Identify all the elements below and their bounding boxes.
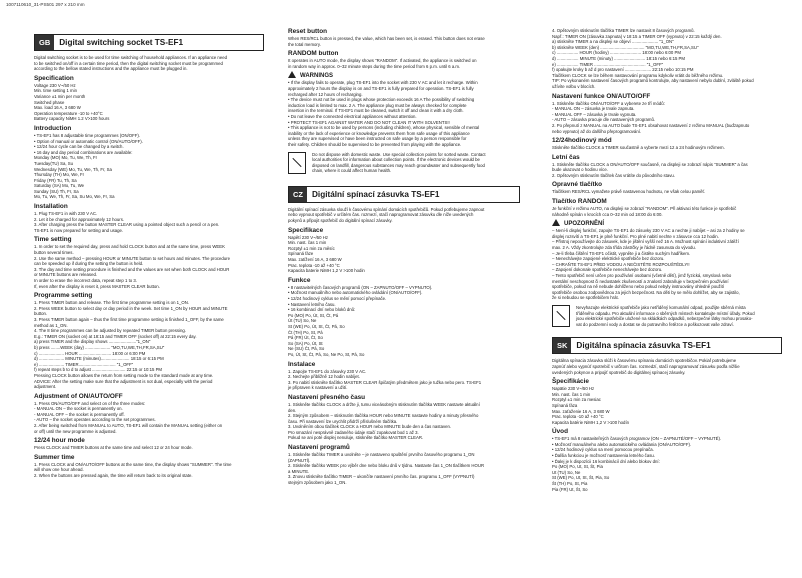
gb-install-line: TS-EF1 is now prepared for setting and usage. xyxy=(34,227,124,233)
cz-time xyxy=(288,402,520,441)
gb-spec-line: Operation temperature -10 to +40°C xyxy=(34,110,103,116)
gb-prog-line: button. xyxy=(34,311,48,317)
gb-install-heading: Installation xyxy=(34,203,68,211)
cz-inst-line: 1. Zapojte TS-EF1 do zásuvky 230 V AC. xyxy=(288,368,367,374)
sk-uvod-line: Pia (FR) Ut, Št, So xyxy=(552,486,588,492)
cz-intro xyxy=(288,207,520,224)
cz-prog-cont-line: užívíte volbu v blocích. xyxy=(552,83,596,89)
cz-time-heading: Nastavení přesného času xyxy=(288,393,366,401)
cz-fun-line: • 8 nastavitelných časových programů (ON – ZAPNUTO/OFF – VYPNUTO). xyxy=(288,284,433,290)
cz-code: CZ xyxy=(289,187,307,202)
gb-introduction-line: Saturday (SA) Mo, Tu, We xyxy=(34,183,85,189)
cz-spec-heading: Specifikace xyxy=(288,226,324,234)
gb-introduction-line: Monday (MO) Mo, Tu, We, Th, Fr xyxy=(34,155,98,161)
cz-random-line: Je funkční v režimu AUTO, na displeji se zobrazí "RANDOM". Při aktivaci této funkce je spotřebič xyxy=(552,206,737,212)
sk-uvod-line: St (WE) Po, Ut, St, Št, Pia, So xyxy=(552,475,610,481)
cz-summer-line: bude ukazovat o hodinu více. xyxy=(552,167,608,173)
gb-spec-line: Voltage 230 V~/50 Hz xyxy=(34,82,76,88)
cz-prog-line: 2. Stiskněte tlačítko WEEK pro výběr dne nebo bloku dnů v týdnu. Nastavte čas 1_ON tlačítkem HOUR xyxy=(288,463,485,469)
cz-fun-line: • 12/24 hodinový cyklus se mění pomocí přepínače. xyxy=(288,296,387,301)
crossed-bin-icon xyxy=(552,305,570,327)
sk-intro-line: zapnúť alebo vypnúť spotrebič v určitom čas. rozmedzí, stačí naprogramovať zásuvku podľa nižšie xyxy=(552,363,740,369)
cz-warnings xyxy=(552,228,782,301)
cz-intro-line: nebo vypnout spotřebič v určitém čas. rozmezí, stačí naprogramovat zásuvku dle níže uvedených xyxy=(288,212,474,218)
cz-prog-cont-line: TIP: Po vykonaném nastavení časových programů kontrolujte, aby nastavení nebylo dublní, zvláště pokud xyxy=(552,78,754,84)
cz-warnings-line: displej rozsvítí a TS-EF1 je plně funkční. Pro plné nabití nechte v zásuvce cca 12 hodin. xyxy=(552,233,719,239)
gb-adj xyxy=(34,401,264,435)
sk-title-bar xyxy=(552,337,782,354)
gb-spec-line: Switched phase xyxy=(34,99,65,105)
gb-intro-line: according to the bellow stated instructions and the appliance must be plugged in. xyxy=(34,66,188,72)
cz-summer-heading: Letní čas xyxy=(552,153,580,161)
cz-fun-heading: Funkce xyxy=(288,276,311,284)
column-right xyxy=(552,28,782,492)
gb-summer-heading: Summer time xyxy=(34,453,75,461)
print-header: 1007110610_31-PS501 297 x 210 mm xyxy=(6,2,85,7)
gb-prog-line: E.g.: TIMER ON (socket on) at 18:15 and TIMER OFF (socket off) at 22:15 every day. xyxy=(34,333,197,339)
gb-introduction-line: • 16 day and day period combinations are available: xyxy=(34,149,133,155)
disposal-text-line: local authorities for information about collection points. If the electronic devices would be xyxy=(312,157,480,163)
cz-inst-line: 3. Po nabití stiskněte tlačítko MASTER CLEAR špičatým předmětem jako je tužka nebo pero. TS-EF1 xyxy=(288,379,482,385)
cz-time-line: 2. Stejným způsobem – stisknutím tlačítka HOUR nebo MINUTE nastavte hodiny a minuty přesného xyxy=(288,413,479,419)
reset-heading: Reset button xyxy=(288,28,328,35)
cz-title: Digitální spínací zásuvka TS-EF1 xyxy=(312,189,440,199)
cz-warnings-line: – Tento spotřebič není určen pro používání osobami (včetně dětí), jimž fyzická, smyslová nebo xyxy=(552,273,732,278)
cz-prog-cont-line: Tlačítkem CLOCK se lze během nastavování programu kdykoliv vrátit do běžného režimu. xyxy=(552,72,724,78)
cz-random-line: náhodně spínán v krocích cca 0–32 min od 18:00 do 6:00. xyxy=(552,211,663,217)
gb-summer xyxy=(34,462,264,479)
gb-adj-line: or off) until the new programme is adjusted. xyxy=(34,428,117,434)
sk-uvod xyxy=(552,436,782,492)
cz-spec-line: Prac. teplota -10 až +40 °C xyxy=(288,262,340,268)
cz-spec-line: Min. nast. čas 1 min xyxy=(288,240,327,246)
cz-spec-line: Max. zatížení 16 A, 3 680 W xyxy=(288,257,342,263)
random-text-line: It operates in AUTO mode, the display shows "RANDOM". If activated, the appliance is switched on xyxy=(288,58,477,64)
sk-intro xyxy=(552,358,782,375)
gb-introduction-line: Wednesday (WE) Mo, Tu, We, Th, Fr, Sa xyxy=(34,166,112,172)
gb-spec-line: Variance ±1 min per month xyxy=(34,93,86,99)
cz-time-line: 1. Stiskněte tlačítko CLOCK a držte ji, tumu viceásobným stisknutím tlačítka WEEK nastavte aktuální xyxy=(288,401,480,407)
cz-prog-line: stejným způsobem jako 1_ON. xyxy=(288,480,347,486)
cz-adj-line: - AUTO – zásuvka pracuje dle nastavených programů. xyxy=(552,117,656,123)
cz-24h-line: Stiskněte tlačítko CLOCK a TIMER součastně a vyberte mezi 12 a 24 hodinovým režimem. xyxy=(552,145,725,151)
warnings-text-line: • If the display fails to operate, plug TS-EF1 into the socket with 230 V AC and let it recharge. Within xyxy=(288,80,478,86)
gb-time-line: 2. Use the same method – pressing HOUR or MINUTE button to set hours and minutes. The procedure xyxy=(34,255,230,261)
sk-uvod-line: • Ďalšia funkciou je možnosť nastavenia letného času. xyxy=(552,453,655,459)
cz-reset-line: Tlačítkem RES/RCL vymažete právě nastavenou hodnotu, ne však celou paměť. xyxy=(552,189,706,195)
sk-code: SK xyxy=(553,338,571,353)
cz-prog-cont-line: f) opakujte kroky b až d pro nastavení ...................... 22:15 nebo 10:15 PM xyxy=(552,67,694,73)
random-text-line: in random way in approx. 0–32 minute steps during the time period from 6 p.m. until 6 a.m. xyxy=(288,63,461,69)
cz-warnings-line: – CHRAŇTE TS-EF1 PŘED VODOU A NEČISTĚTE ROZPOUŠTĚDLY!! xyxy=(552,261,690,267)
cz-summer-line: 2. Opětovným stisknutím tlačítek čas vrátíte do původního stavu. xyxy=(552,172,675,178)
cz-adj-line: 1. Stiskněte tlačítko ON/AUTO/OFF a vyberete ze tří módů: xyxy=(552,100,665,106)
gb-prog-line: method as 1_ON. xyxy=(34,322,68,328)
warnings-text-line: their safety. Children should be supervised to be prevented from playing with the appliance. xyxy=(288,141,462,147)
cz-fun-line: • 16 kombinací dní nebo bloků dnů: xyxy=(288,307,356,313)
cz-prog-cont-line: d) .................. MINUTE (minuty) .......................... 18:15 nebo 6:15 PM xyxy=(552,55,686,61)
crossed-bin-icon xyxy=(288,152,306,174)
cz-disposal-line: jsou elektrické spotřebiče uložené na skládkách odpadků, nebezpečné látky mohou prosako- xyxy=(576,316,753,322)
gb-intro-line: to be switched on/off in a certain time period, then the digital switching socket must be programmed xyxy=(34,60,223,66)
gb-introduction-line: Thursday (TH) Mo, We, Fr xyxy=(34,172,85,178)
gb-time-line: In order to erase the incorrect data, repeat step 1 to 3. xyxy=(34,278,137,283)
gb-adj-line: - AUTO – the socket operates according to the set programmes. xyxy=(34,417,156,423)
gb-adj-line: - MANUAL ON – the socket is permanently on. xyxy=(34,406,123,412)
gb-12h-heading: 12/24 hour mode xyxy=(34,437,85,445)
gb-12h xyxy=(34,445,264,451)
cz-inst xyxy=(288,369,520,391)
gb-adj-line: - MANUAL OFF – the socket is permanently off. xyxy=(34,411,125,417)
cz-fun-line: So (SA) Po, Út, St xyxy=(288,340,323,346)
gb-prog-line: 1. Press TIMER button and release. The first time programme setting is on 1_ON. xyxy=(34,300,190,306)
reset-text-line: the total memory. xyxy=(288,41,321,47)
cz-warnings-line: – Nenechávejte zapojené elektrické spotřebiče bez dozoru. xyxy=(552,256,665,262)
cz-warnings-line: – Přístroj nepoužívejte do zásuvek, kde je jištění vyšší než 16 A. Možnost spínání induktivní zátěží xyxy=(552,239,739,245)
cz-fun-line: St (WE) Po, Út, St, Čt, Pá, So xyxy=(288,323,345,329)
gb-prog-line: f) repeat steps b to d to adjust ............................ 22:15 or 10:15 PM xyxy=(34,367,163,373)
gb-prog-heading: Programme setting xyxy=(34,292,93,300)
cz-prog-line: a MINUTE. xyxy=(288,468,310,474)
cz-inst-heading: Instalace xyxy=(288,360,316,368)
cz-time-line: času. Při nastavení lze urychlit přidrží příslušném tlačítka. xyxy=(288,418,398,424)
cz-prog-cont-line: a) stiskněte TIMER a na displeji se objeví ...................... "1_ON" xyxy=(552,39,674,45)
gb-prog-line: c) ..................... HOUR ........................... 18:00 or 6:00 PM xyxy=(34,350,146,356)
cz-adj-heading: Nastavení funkce ON/AUTO/OFF xyxy=(552,92,651,100)
gb-introduction-line: • 12/24 hour cycle can be changed by a switch. xyxy=(34,144,124,150)
disposal-block xyxy=(288,152,520,174)
gb-intro-heading: Introduction xyxy=(34,124,72,132)
gb-time-line: If, even after the display is reset it, press MASTER CLEAR button. xyxy=(34,283,160,289)
sk-uvod-line: • 12/24 hodinový cyklus sa mení pomocou prepínača. xyxy=(552,447,654,453)
sk-spec-line: Kapacita batérie NiMH 1,2 V >100 hodín xyxy=(552,419,630,425)
cz-random-heading: Tlačítko RANDOM xyxy=(552,198,607,206)
cz-warnings-line: spotřebiče, pokud na ně nebude dohlíženo nebo pokud nebyly instruovány ohledně použití xyxy=(552,284,725,290)
cz-prog-cont xyxy=(552,28,782,90)
sk-spec-line: Min. nast. čas 1 min xyxy=(552,391,591,397)
cz-warnings-line: mentální neschopnost či nedostatek zkušeností a znalostí zabraňuje v bezpečném používání xyxy=(552,278,729,284)
gb-adj-heading: Adjustment of ON/AUTO/OFF xyxy=(34,392,123,400)
sk-spec-line: Spínaná fáza xyxy=(552,402,578,408)
warnings-text-line: insertion in the terminal. If TS-EF1 must be cleaned, switch it off and clean it with a dry cloth. xyxy=(288,108,464,114)
sk-spec-line: Napätie 230 V~/50 Hz xyxy=(552,386,595,392)
gb-summer-line: 1. Press CLOCK and ON/AUTO/OFF buttons at the same time, the display shows "SUMMER". The time xyxy=(34,461,232,467)
gb-title: Digital switching socket TS-EF1 xyxy=(59,38,183,47)
cz-disposal-line: tříděného odpadu. Pro aktuální informace o sběrných místech kontaktujte místní úřady. Pokud xyxy=(576,310,755,316)
cz-prog xyxy=(288,452,520,486)
sk-uvod-line: Št (TH) Po, St, Pia xyxy=(552,481,588,487)
gb-prog-line: a) press TIMER and the display shows ......................."1_ON" xyxy=(34,339,151,345)
cz-24h-heading: 12/24hodinový mód xyxy=(552,137,612,145)
disposal-text-line: disposed on landfill, dangerous substances may reach groundwater and subsequently food xyxy=(312,162,485,168)
gb-introduction-line: • TS-EF1 has 8 adjustable time programmes (ON/OFF). xyxy=(34,132,141,138)
cz-fun-line: Ne (SU) Čt, Pá, So xyxy=(288,346,325,352)
sk-uvod-line: Ut (TU) So, Ne xyxy=(552,469,581,475)
warnings-text-line: • The device must not be used in plugs whose protection exceeds 16 A The possibility of switching xyxy=(288,97,475,103)
cz-summer-line: 1. Stiskněte tlačítko CLOCK a ON/AUTO/OFF současně, na displeji se zobrazí nápis "SUMMER" a čas xyxy=(552,161,748,167)
cz-prog-line: 1. Stiskněte tlačítko TIMER a uvolněte – je nastaveno spuštění prvního časového programu 1_ON xyxy=(288,452,475,458)
cz-adj xyxy=(552,101,782,135)
cz-time-line: Pro smazání nesprávně zadaného údaje stačí zopakovat bod 1 až 3. xyxy=(288,429,419,435)
gb-time-line: or MINUTE buttons are released. xyxy=(34,272,98,278)
cz-reset xyxy=(552,189,782,195)
cz-disposal-line: vat do podzemní vody a dostat se do potravního řetězce a poškozovat vaše zdraví. xyxy=(576,321,734,327)
column-english xyxy=(34,34,264,479)
cz-adj-line: nebo vypnuto) až do dalšího přeprogramování. xyxy=(552,128,642,134)
gb-summer-line: will show one hour ahead. xyxy=(34,467,84,473)
sk-intro-heading: Úvod xyxy=(552,428,568,436)
cz-fun-line: Po, Út, St, Čt, Pá, So, Ne Po, St, Pá, So xyxy=(288,351,365,357)
cz-intro-line: Digitální spínací zásuvka slouží k časovému spínání domácích spotřebičů. Pokud potřebujeme zapnout xyxy=(288,206,485,212)
random-heading: RANDOM button xyxy=(288,50,339,58)
gb-time-line: 3. The day and time setting procedure is finished and the values are set when both CLOCK and HOUR xyxy=(34,266,230,272)
sk-uvod-line: • Ďalej je k dispozícii 16 kombinácií dní alebo blokov dní: xyxy=(552,458,660,464)
gb-spec-line: Min. time setting 1 min xyxy=(34,88,77,94)
cz-warnings-line: max. 2 A. Vždy zkontrolujte zda třída zástrčky je řádně zasunuta do vývodu. xyxy=(552,245,697,251)
cz-prog-cont-line: b) stiskněte WEEK (den) ..................................... "MO,TU,WE,TH,FR,SA,SU" xyxy=(552,44,699,50)
gb-prog-line: d) ..................... MINUTE (minutes)........................ 18:15 or 6:15 PM xyxy=(34,356,164,362)
gb-introduction-line: • Option of manual or automatic control (ON/AUTO/OFF). xyxy=(34,138,143,144)
gb-introduction xyxy=(34,133,264,200)
cz-adj-line: - MANUAL OFF – zásuvka je trvale vypnuta. xyxy=(552,111,637,117)
cz-random xyxy=(552,206,782,217)
cz-summer xyxy=(552,162,782,179)
sk-spec xyxy=(552,386,782,425)
gb-prog-line: Pressing CLOCK button allows the return from setting mode to the standard mode at any time. xyxy=(34,372,214,378)
cz-time-line: 3. Uvolněním obou tlačítek CLOCK a HOUR nebo MINUTE bude den a čas nastaven. xyxy=(288,424,452,430)
sk-uvod-line: Po (MO) Po, Ut, St, Št, Pia xyxy=(552,464,603,470)
gb-intro xyxy=(34,55,264,72)
sk-spec-line: Max. zaťaženie 16 A, 3 680 W xyxy=(552,408,610,414)
disposal-text-line: Do not dispose with domestic waste. Use special collection points for sorted waste. Contact xyxy=(312,151,486,157)
gb-prog-line: ADVICE: After the setting make sure that the adjustment is not dual, especially with the period xyxy=(34,378,213,384)
warning-icon xyxy=(288,71,296,78)
gb-install xyxy=(34,211,264,233)
gb-code: GB xyxy=(35,35,54,50)
gb-time-heading: Time setting xyxy=(34,236,72,244)
sk-uvod-line: • Možnosť manuálneho alebo automatického ovládania (ON/AUTO/OFF). xyxy=(552,441,692,447)
cz-inst-line: je připraven k nastavení a užití. xyxy=(288,385,348,391)
reset-text-line: When RES/RCL button is pressed, the value, which has been set, is erased. This button does not erase xyxy=(288,36,485,41)
gb-prog-line: 4. The 8 time programmes can be adjusted by repeated TIMER button pressing. xyxy=(34,328,186,334)
gb-intro-line: Digital switching socket is to be used for time switching of household appliances. If an appliance need xyxy=(34,55,227,60)
gb-introduction-line: Sunday (SU) Th, Fr, Sa xyxy=(34,188,79,194)
warnings-text-line: inability or the lack of experience or knowledge prevents them from safe usage of this appliance xyxy=(288,130,470,136)
cz-warnings-line: že si nebudou se spotřebičem hrát. xyxy=(552,295,619,301)
gb-introduction-line: Mo, Tu, We, Th, Fr, Sa, Su Mo, We, Fr, Sa xyxy=(34,194,115,200)
gb-spec-line: Max. load 16 A, 3 680 W xyxy=(34,105,81,111)
column-middle xyxy=(288,28,520,486)
warnings-text-line: unless they are supervised or have been instructed on safe usage by a person responsible for xyxy=(288,136,467,142)
cz-warnings-label: UPOZORNĚNÍ xyxy=(564,221,605,228)
gb-time xyxy=(34,244,264,289)
sk-intro-line: uvedených pokynov a pripojiť spotrebič do digitálnej spínacej zásuvky. xyxy=(552,369,686,375)
gb-time-line: 1. In order to set the required day, press and hold CLOCK button and at the same time, press WEEK xyxy=(34,244,225,250)
cz-disposal-line: Nevyhazujte elektrické spotřebiče jako netříděný komunální odpad, použijte sběrná místa xyxy=(576,304,746,310)
cz-fun-line: • Nastavení letního času. xyxy=(288,301,336,307)
cz-prog-cont-line: 4. Opětovným stisknutím tlačítka TIMER lze nastavit 8 časových programů. xyxy=(552,28,695,33)
gb-spec xyxy=(34,83,264,122)
cz-disposal xyxy=(576,305,755,327)
cz-fun-line: Čt (TH) Po, St, Pá xyxy=(288,329,323,335)
sk-intro-line: Digitálna spínacia zásuvka slúži k časovému spínaniu domácich spotrebičov. Pokiaľ potrebujeme xyxy=(552,358,737,364)
cz-prog-line: 3. Znovu stiskněte tlačítko TIMER – ukončíte nastavení prvního čas. programu 1_OFF (VYPNUTÍ) xyxy=(288,474,475,480)
gb-prog-line: 2. Press WEEK button to select day or day period in the week. Set time 1_ON by HOUR and MINUTE xyxy=(34,305,228,311)
cz-fun-line: Pá (FR) Út, Čt, So xyxy=(288,335,323,341)
cz-spec-line: Kapacita baterie NiMH 1,2 V >100 hodin xyxy=(288,268,365,274)
gb-prog xyxy=(34,300,264,390)
cz-prog-cont-line: e) .................. TIMER ........................................... "1_OFF" xyxy=(552,61,664,67)
cz-warnings-line: spotřebiče osobou zodpovědnou za jejich bezpečnost. Na děti by se mělo dohlížet, aby se zajistilo, xyxy=(552,289,740,295)
cz-time-line: den. xyxy=(288,407,297,413)
sk-title: Digitálna spínacia zásuvka TS-EF1 xyxy=(576,341,711,351)
gb-time-line: can be speeded up if during the setting the button is held. xyxy=(34,261,144,267)
cz-warnings-line: – Není-li displej funkční, zapojte TS-EF1 do zásuvky 230 V AC a nechte ji nabíjet – asi za 2 hodiny se xyxy=(552,228,745,234)
cz-warnings-line: – Je-li třeba čištění TS-EF1 očistit, vypněte ji a čistěte suchým hadříkem. xyxy=(552,250,691,256)
cz-adj-line: - MANUAL ON – zásuvka je trvale zapnuta. xyxy=(552,106,635,112)
gb-time-line: button several times. xyxy=(34,250,74,256)
gb-introduction-line: Tuesday(TU) Sa, Su xyxy=(34,160,74,166)
cz-time-line: Pokud se ani poté displej nenuluje, stiskněte tlačítko MASTER CLEAR. xyxy=(288,435,424,441)
warnings-text-line: • Do not leave the connected electrical appliances without attention. xyxy=(288,113,417,119)
cz-spec xyxy=(288,235,520,274)
cz-prog-cont-line: Např.: TIMER ON (zásuvka zapnuta) v 18:15 a TIMER OFF (vypnuto) v 22:15 každý den. xyxy=(552,33,722,39)
reset-text xyxy=(288,36,520,47)
cz-spec-line: Spínaná fáze xyxy=(288,251,314,257)
gb-introduction-line: Friday (FR) Tu, Th, Sa xyxy=(34,177,77,183)
cz-fun xyxy=(288,285,520,358)
cz-warnings-line: – Zapojení dokonale spotřebiče nenechávejte bez dozoru. xyxy=(552,267,663,273)
disposal-text xyxy=(312,152,486,174)
gb-install-line: 1. Plug TS-EF1 in with 230 V AC. xyxy=(34,211,98,217)
gb-prog-line: e) ..................... TIMER............................... "1_OFF" xyxy=(34,361,134,367)
sk-spec-heading: Špecifikácie xyxy=(552,378,589,386)
warnings-label: WARNINGS xyxy=(300,73,333,80)
cz-spec-line: Rozptyl ±1 min za měsíc xyxy=(288,245,335,251)
cz-disposal-block xyxy=(552,305,782,327)
cz-prog-line: (ZAPNUTÍ). xyxy=(288,457,311,463)
gb-summer-line: 2. When the buttons are pressed again, the time will return back to its original state. xyxy=(34,473,193,479)
cz-warnings-heading xyxy=(552,219,782,228)
warnings-text-line: approximately 2 hours the display is on and TS-EF1 is fully prepared for operation. TS-EF1 is fully xyxy=(288,85,474,91)
sk-uvod-line: • TS-EF1 má 8 nastaviteľných časových programov (ON – ZAPNUTÉ/OFF – VYPNUTÉ). xyxy=(552,436,722,442)
gb-adj-line: 2. After being switched from MANUAL to AUTO, TS-EF1 will contain the MANUAL setting (either on xyxy=(34,423,223,429)
cz-prog-cont-line: c) .................. HOUR (hodiny) .......................... 18:00 nebo 6:00 PM xyxy=(552,50,681,56)
gb-prog-line: b) press ........WEEK (day) ..................... "MO,TU,WE,TH,FR,SA,SU" xyxy=(34,344,165,350)
gb-spec-heading: Specification xyxy=(34,74,74,82)
warnings-text-line: recharged after 12 hours of recharging. xyxy=(288,91,363,97)
cz-24h xyxy=(552,145,782,151)
gb-adj-line: 1. Press ON/AUTO/OFF and select on of the three modes: xyxy=(34,400,146,406)
gb-title-bar xyxy=(34,34,264,51)
cz-spec-line: Napětí 230 V~/50 Hz xyxy=(288,234,329,240)
cz-inst-line: 2. Nechejte přibližně 12 hodin nabíjet. xyxy=(288,374,360,380)
cz-fun-line: • Možnost manuálního nebo automatického ovládání (ON/AUTO/OFF). xyxy=(288,290,423,296)
warnings-heading xyxy=(288,71,520,80)
gb-spec-line: Battery capacity NiMH 1.2 V>100 hours xyxy=(34,116,110,122)
gb-install-line: 3. After charging press the button MASTER CLEAR using a pointed object such a pencil or a pen. xyxy=(34,222,220,228)
cz-title-bar xyxy=(288,186,520,203)
disposal-text-line: chain, where it could affect human health. xyxy=(312,168,392,174)
cz-adj-line: 2. Po přepnutí z MANUAL na AUTO bude TS-EF1 obsahovat nastavení z režimu MANUAL (buďzapnuto xyxy=(552,122,750,128)
sk-spec-line: Prac. teplota -10 až +40 °C xyxy=(552,414,604,420)
gb-prog-line: 3. Press TIMER button again – thus the first time programme setting is finished 1_OFF, by the same xyxy=(34,316,224,322)
cz-reset-heading: Opravné tlačítko xyxy=(552,181,603,189)
gb-install-line: 2. Let it be charged for approximately 12 hours. xyxy=(34,216,125,222)
warnings-text xyxy=(288,80,520,147)
warnings-text-line: induction load is limited to max. 2 A. The appliance plug must be always checked for complete xyxy=(288,102,467,108)
gb-prog-line: adjustment. xyxy=(34,384,57,390)
cz-fun-line: Po (MO) Po, Út, St, Čt, Pá xyxy=(288,312,339,318)
gb-12h-line: Press CLOCK and TIMER buttons at the same time and select 12 or 24 hour mode. xyxy=(34,445,193,451)
cz-prog-heading: Nastavení programů xyxy=(288,444,350,452)
cz-intro-line: pokynů a připojit spotřebič do digitální spínací zásuvky. xyxy=(288,218,393,224)
warning-icon xyxy=(552,219,560,226)
warnings-text-line: • PROTECT TS-EF1 AGAINST WATER AND DO NOT CLEAN IT WITH SOLVENTS!! xyxy=(288,119,450,125)
random-text xyxy=(288,58,520,69)
warnings-text-line: • This appliance is not to be used by persons (including children), whose physical, sensible of mental xyxy=(288,125,480,131)
cz-fun-line: Út (TU) So, Ne xyxy=(288,318,317,324)
sk-spec-line: Rozptyl ±1 min za mesiac xyxy=(552,397,601,403)
